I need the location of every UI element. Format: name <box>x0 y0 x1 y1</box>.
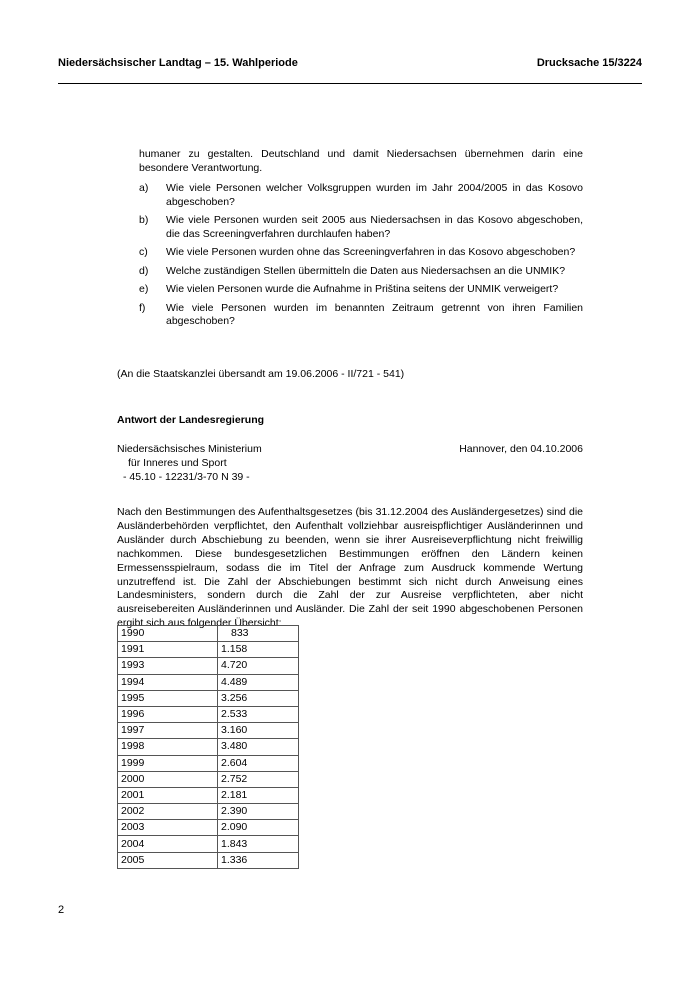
count-cell: 2.181 <box>218 787 299 803</box>
question-letter: e) <box>139 283 149 295</box>
question-letter: b) <box>139 214 149 226</box>
year-cell: 1996 <box>118 706 218 722</box>
table-row <box>118 820 299 836</box>
deportations-table <box>117 625 299 869</box>
question-text: Wie viele Personen wurden ohne das Screeningverfahren in das Kosovo abgeschoben? <box>166 246 576 258</box>
table-row <box>118 755 299 771</box>
table-row <box>118 739 299 755</box>
table-row <box>118 658 299 674</box>
count-cell: 3.256 <box>218 690 299 706</box>
question-text: Wie vielen Personen wurde die Aufnahme in Priština seitens der UNMIK verweigert? <box>166 283 559 295</box>
year-cell: 2000 <box>118 771 218 787</box>
header-divider <box>58 83 642 84</box>
count-cell: 1.336 <box>218 852 299 868</box>
count-cell: 2.090 <box>218 820 299 836</box>
ministry-block <box>117 442 262 484</box>
count-cell: 2.752 <box>218 771 299 787</box>
year-cell: 2005 <box>118 852 218 868</box>
question-letter: d) <box>139 264 149 277</box>
table-row <box>118 836 299 852</box>
question-item <box>139 265 583 279</box>
table-row <box>118 626 299 642</box>
year-cell: 2002 <box>118 804 218 820</box>
table-row <box>118 706 299 722</box>
table-row <box>118 804 299 820</box>
document-number: Drucksache 15/3224 <box>536 57 642 69</box>
year-cell: 1995 <box>118 690 218 706</box>
year-cell: 2004 <box>118 836 218 852</box>
question-letter: a) <box>139 182 149 194</box>
question-text: Wie viele Personen wurden im benannten Zeitraum getrennt von ihren Familien abgeschoben? <box>166 301 583 327</box>
table-row <box>118 642 299 658</box>
year-cell: 1997 <box>118 723 218 739</box>
year-cell: 2001 <box>118 787 218 803</box>
year-cell: 1994 <box>118 674 218 690</box>
question-text: Wie viele Personen welcher Volksgruppen wurden im Jahr 2004/2005 in das Kosovo abgeschoben? <box>166 182 583 208</box>
sent-note: (An die Staatskanzlei übersandt am 19.06.2006 - II/721 - 541) <box>117 368 405 380</box>
question-text: Welche zuständigen Stellen übermitteln die Daten aus Niedersachsen an die UNMIK? <box>166 264 566 277</box>
question-item <box>139 182 583 209</box>
year-cell: 1999 <box>118 755 218 771</box>
question-letter: c) <box>139 246 148 258</box>
ministry-name: Niedersächsisches Ministerium <box>117 443 262 455</box>
count-cell: 4.489 <box>218 674 299 690</box>
answer-heading: Antwort der Landesregierung <box>117 414 265 426</box>
question-list <box>139 182 583 334</box>
count-cell: 2.390 <box>218 804 299 820</box>
intro-paragraph: humaner zu gestalten. Deutschland und damit Niedersachsen übernehmen darin eine besondere Verantwortung. <box>139 148 583 174</box>
count-cell: 2.604 <box>218 755 299 771</box>
table-row <box>118 852 299 868</box>
question-text: Wie viele Personen wurden seit 2005 aus Niedersachsen in das Kosovo abgeschoben, die das Screeningverfahren durchlaufen haben? <box>166 214 583 240</box>
question-item <box>139 214 583 241</box>
dateline: Hannover, den 04.10.2006 <box>459 443 583 455</box>
question-item <box>139 302 583 329</box>
table-row <box>118 674 299 690</box>
answer-paragraph: Nach den Bestimmungen des Aufenthaltsgesetzes (bis 31.12.2004 des Ausländergesetzes) sind die Ausländerbehörden verpflichtet, den Aufenthalt vollziehbar ausreispflichtiger Ausländerinnen und Ausländer durch Abschiebung zu beenden, wenn sie ihrer Ausreiseverpflichtung nicht freiwillig nachkommen. Diese bundesgesetzlichen Bestimmungen eröffnen den Ländern keinen Ermessensspielraum, sodass die im Titel der Anfrage zum Ausdruck kommende Wertung unzutreffend ist. Die Zahl der Abschiebungen bestimmt sich nicht durch Anweisung eines Landesministers, sondern durch die Zahl der zur Ausreise verpflichteten, aber nicht ausreisebereiten Ausländerinnen und Ausländer. Die Zahl der seit 1990 abgeschobenen Personen ergibt sich aus folgender Übersicht: <box>117 506 583 630</box>
table-row <box>118 723 299 739</box>
count-cell: 833 <box>218 626 299 642</box>
count-cell: 2.533 <box>218 706 299 722</box>
ministry-department: für Inneres und Sport <box>128 457 227 469</box>
count-cell: 1.158 <box>218 642 299 658</box>
year-cell: 2003 <box>118 820 218 836</box>
table-row <box>118 690 299 706</box>
count-cell: 1.843 <box>218 836 299 852</box>
question-item <box>139 246 583 260</box>
header-title: Niedersächsischer Landtag – 15. Wahlperiode <box>58 57 298 69</box>
year-cell: 1998 <box>118 739 218 755</box>
count-cell: 4.720 <box>218 658 299 674</box>
ministry-reference: - 45.10 - 12231/3-70 N 39 - <box>123 471 250 483</box>
page-number: 2 <box>58 904 65 916</box>
count-cell: 3.160 <box>218 723 299 739</box>
count-cell: 3.480 <box>218 739 299 755</box>
year-cell: 1990 <box>118 626 218 642</box>
year-cell: 1993 <box>118 658 218 674</box>
table-row <box>118 771 299 787</box>
question-item <box>139 283 583 297</box>
question-letter: f) <box>139 301 146 314</box>
table-row <box>118 787 299 803</box>
year-cell: 1991 <box>118 642 218 658</box>
